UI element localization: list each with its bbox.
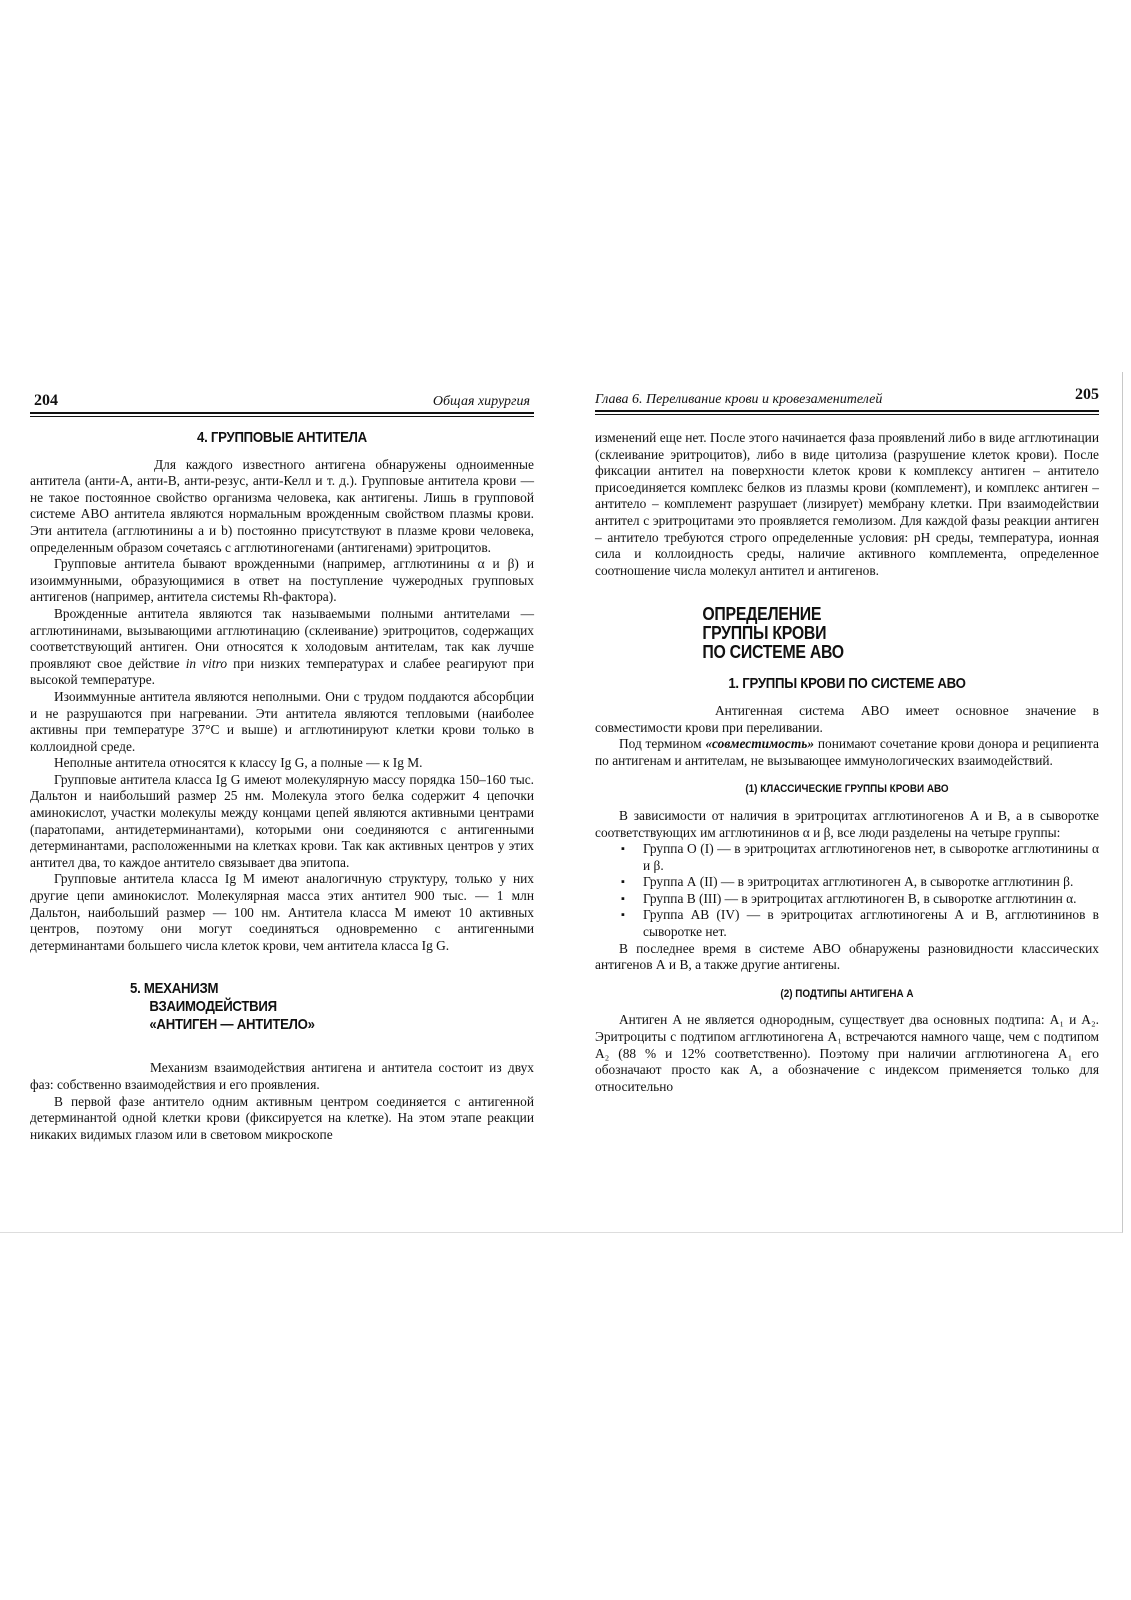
left-paragraph-4: Изоиммунные антитела являются неполными. Они с трудом поддаются абсорбции и не разрушаются при нагревании. Эти антитела являются тепловыми (наиболее активны при температуре 37°С и выше) и агглютинируют клетки крови только в коллоидной среде. [30, 688, 534, 754]
right-paragraph-4: В зависимости от наличия в эритроцитах агглютиногенов А и В, а в сыворотке соответствующих им агглютининов α и β, все люди разделены на четыре группы: [595, 807, 1099, 840]
right-paragraph-3-part-b: понимают сочетание крови донора и реципиента по антигенам и антителам, не вызывающее иммунологических взаимодействий. [595, 736, 1100, 768]
left-paragraph-8: Механизм взаимодействия антигена и антитела состоит из двух фаз: собственно взаимодействия и его проявления. [30, 1060, 534, 1092]
in-vitro-term: in vitro [185, 655, 228, 671]
left-paragraph-1: Для каждого известного антигена обнаружены одноименные антитела (анти-А, анти-В, анти-резус, анти-Келл и т. д.). Групповые антитела крови — не такое постоянное свойство организма человека, как антигены. Лишь в групповой системе АВО антитела являются нормальным врожденным свойством плазмы крови. Эти антитела (агглютинины a и b) постоянно присутствуют в плазме крови человека, определенным образом сочетаясь с агглютиногенами (антигенами) эритроцитов. [30, 456, 534, 555]
right-paragraph-3 [595, 736, 1099, 769]
left-body [30, 430, 534, 1143]
right-body [595, 430, 1099, 1095]
list-item: ▪ Группа В (III) — в эритроцитах агглютиноген В, в сыворотке агглютинин α. [623, 891, 1099, 908]
left-page-number: 204 [34, 392, 58, 409]
left-running-head [30, 392, 534, 414]
left-paragraph-9: В первой фазе антитело одним активным центром соединяется с антигенной детерминантой одной клетки крови (фиксируется на клетке). На этом этапе реакции никаких видимых глазом или в световом микроскопе [30, 1093, 534, 1142]
right-paragraph-6: Антиген А не является однородным, существует два основных подтипа: A₁ и A₂. Эритроциты с подтипом агглютиногена A₁ встречаются намного чаще, чем с подтипом A₂ (88 % и 12% соответственно). Поэтому при наличии агглютиногена A₁ его обозначают просто как А, а обозначение с индексом применяется только для относительно [595, 1012, 1099, 1094]
right-paragraph-1: изменений еще нет. После этого начинается фаза проявлений либо в виде агглютинации (склеивание эритроцитов), либо в виде цитолиза (разрушение клеток крови). После фиксации антител на поверхности клеток крови к комплексу антиген – антитело присоединяется комплекс белков из плазмы крови (комплемент), и комплекс антиген – антитело – комплемент разрушает (лизирует) мембрану клетки. При взаимодействии антител с эритроцитами это проявляется гемолизом. Для каждой фазы реакции антиген – антитело требуются строго определенные условия: pH среды, температура, ионная сила и коллоидность среды, наличие активного комплемента, определенное соотношение числа молекул антител и антигенов. [595, 430, 1099, 578]
right-page-number: 205 [1075, 386, 1099, 403]
blood-groups-list [595, 841, 1099, 941]
list-item: ▪ Группа АВ (IV) — в эритроцитах агглютиногены А и В, агглютининов в сыворотке нет. [623, 907, 1099, 940]
section-5-heading-line-1: 5. МЕХАНИЗМ [130, 980, 219, 998]
section-5-heading-line-2: ВЗАИМОДЕЙСТВИЯ [149, 998, 277, 1016]
right-paragraph-2: Антигенная система АВО имеет основное значение в совместимости крови при переливании. [595, 702, 1099, 735]
chapter-heading-line-3: ПО СИСТЕМЕ АВО [702, 642, 844, 663]
right-running-head [595, 386, 1099, 414]
left-page [30, 372, 534, 1232]
left-header-rule [30, 412, 534, 417]
left-paragraph-3-part-b: при низких температурах и слабее реагируют при высокой температуре. [30, 655, 535, 688]
list-item: ▪ Группа О (I) — в эритроцитах агглютиногенов нет, в сыворотке агглютинины α и β. [623, 841, 1099, 874]
right-paragraph-5: В последнее время в системе АВО обнаружены разновидности классических антигенов А и В, а также другие антигены. [595, 940, 1099, 973]
left-paragraph-2: Групповые антитела бывают врожденными (например, агглютинины α и β) и изоиммунными, образующимися в ответ на поступление чужеродных групповых антигенов (например, антитела системы Rh-фактора). [30, 556, 534, 605]
chapter-heading-line-1: ОПРЕДЕЛЕНИЕ [702, 604, 822, 625]
left-paragraph-7: Групповые антитела класса Ig M имеют аналогичную структуру, только у них другие цепи аминокислот. Молекулярная масса этих антител 900 тыс. — 1 млн Дальтон, наибольший размер — 100 нм. Антитела класса М имеют 10 активных центров, поэтому они могут соединяться одновременно с антигенными детерминантами большего числа клеток крови, чем антитела класса Ig G. [30, 871, 534, 953]
left-paragraph-5: Неполные антитела относятся к классу Ig G, а полные — к Ig M. [54, 755, 423, 771]
compatibility-term: «совместимость» [705, 736, 815, 752]
section-5-heading [130, 980, 486, 1034]
right-header-rule [595, 410, 1099, 415]
chapter-heading-line-2: ГРУППЫ КРОВИ [702, 623, 827, 644]
chapter-heading [595, 605, 1039, 662]
section-5-heading-line-3: «АНТИГЕН — АНТИТЕЛО» [149, 1016, 315, 1034]
subsection-2-heading: (2) ПОДТИПЫ АНТИГЕНА А [780, 987, 914, 1000]
left-paragraph-6: Групповые антитела класса Ig G имеют молекулярную массу порядка 150–160 тыс. Дальтон и наибольший размер 25 нм. Молекула этого белка содержит 4 цепочки аминокислот, участки молекулы между концами цепей являются активными центрами (паратопами, антидетерминантами), которыми они соединяются с антигенными детерминантами, расположенными на клетках крови. Так как активных центров у этих антител два, то каждое антитело связывает два эпитопа. [30, 771, 534, 870]
subsection-1-heading: (1) КЛАССИЧЕСКИЕ ГРУППЫ КРОВИ АВО [745, 783, 949, 796]
left-paragraph-3 [30, 606, 534, 689]
book-spread [0, 372, 1123, 1233]
section-1-heading: 1. ГРУППЫ КРОВИ ПО СИСТЕМЕ АВО [728, 675, 966, 693]
right-running-title: Глава 6. Переливание крови и кровезаменителей [595, 392, 883, 407]
list-item: ▪ Группа А (II) — в эритроцитах агглютиноген А, в сыворотке агглютинин β. [623, 874, 1099, 891]
right-page [595, 372, 1099, 1232]
left-running-title: Общая хирургия [432, 394, 530, 409]
left-paragraph-3-part-a: Врожденные антитела являются так называемыми полными антителами — агглютининами, вызывающими агглютинацию (склеивание) эритроцитов, содержащих соответствующий антиген. Они относятся к холодовым антителам, так как лучше проявляют свое действие [30, 605, 534, 671]
section-4-heading: 4. ГРУППОВЫЕ АНТИТЕЛА [197, 429, 367, 446]
right-paragraph-3-part-a: Под термином [619, 736, 706, 752]
